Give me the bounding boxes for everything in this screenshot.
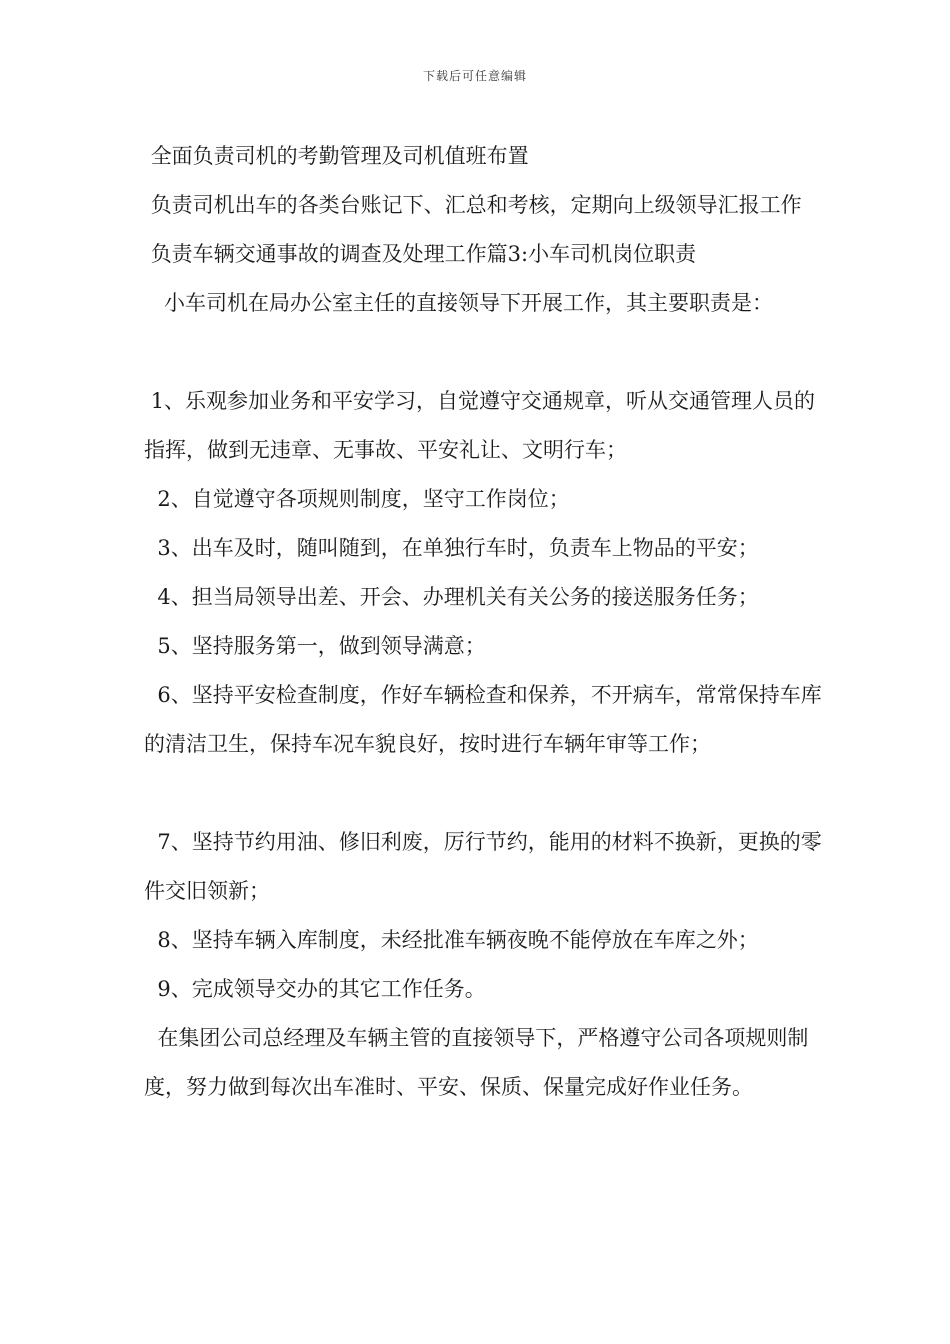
document-body — [144, 132, 824, 1112]
blank-line — [144, 769, 824, 818]
body-paragraph: 3、出车及时，随叫随到，在单独行车时，负责车上物品的平安； — [144, 536, 759, 560]
body-paragraph: 负责车辆交通事故的调查及处理工作篇3:小车司机岗位职责 — [144, 242, 697, 266]
body-paragraph: 1、乐观参加业务和平安学习，自觉遵守交通规章，听从交通管理人员的指挥，做到无违章、无事故、平安礼让、文明行车； — [144, 389, 816, 462]
body-paragraph: 全面负责司机的考勤管理及司机值班布置 — [144, 144, 529, 168]
body-paragraph: 负责司机出车的各类台账记下、汇总和考核，定期向上级领导汇报工作 — [144, 193, 802, 217]
body-paragraph: 5、坚持服务第一，做到领导满意； — [144, 634, 486, 658]
body-paragraph: 4、担当局领导出差、开会、办理机关有关公务的接送服务任务； — [144, 585, 759, 609]
body-paragraph: 小车司机在局办公室主任的直接领导下开展工作，其主要职责是： — [144, 291, 774, 315]
body-paragraph: 2、自觉遵守各项规则制度，坚守工作岗位； — [144, 487, 570, 511]
page-header: 下载后可任意编辑 — [422, 69, 527, 83]
body-paragraph: 9、完成领导交办的其它工作任务。 — [144, 977, 486, 1001]
blank-line — [144, 328, 824, 377]
body-paragraph: 在集团公司总经理及车辆主管的直接领导下，严格遵守公司各项规则制度，努力做到每次出车准时、平安、保质、保量完成好作业任务。 — [144, 1026, 809, 1099]
body-paragraph: 6、坚持平安检查制度，作好车辆检查和保养，不开病车，常常保持车库的清洁卫生，保持车况车貌良好，按时进行车辆年审等工作； — [144, 683, 822, 756]
body-paragraph: 7、坚持节约用油、修旧利废，厉行节约，能用的材料不换新，更换的零件交旧领新； — [144, 830, 822, 903]
body-paragraph: 8、坚持车辆入库制度，未经批准车辆夜晚不能停放在车库之外； — [144, 928, 759, 952]
